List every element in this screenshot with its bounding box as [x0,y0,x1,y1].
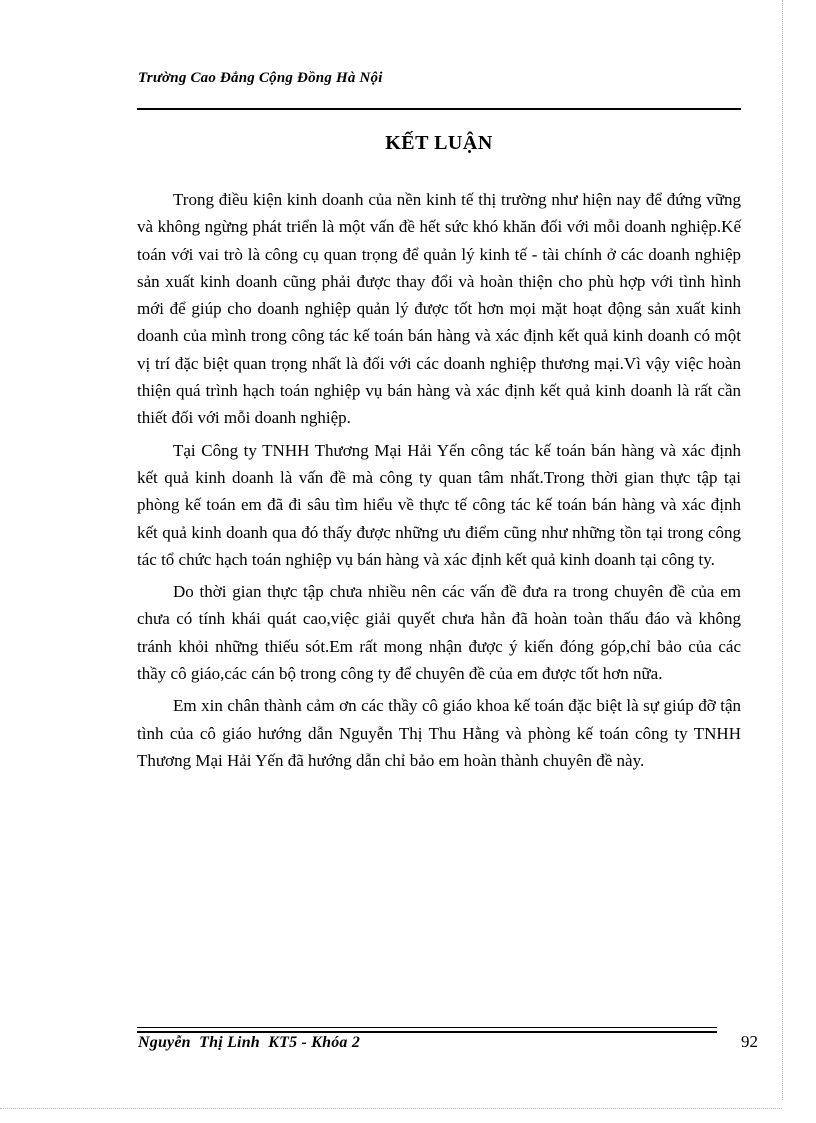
page-number: 92 [741,1032,758,1051]
page-border-bottom [0,1108,782,1109]
footer-rule-thin [137,1027,717,1028]
page-border-right [782,0,783,1100]
paragraph-4: Em xin chân thành cảm ơn các thầy cô giáo khoa kế toán đặc biệt là sự giúp đỡ tận tình của cô giáo hướng dẫn Nguyễn Thị Thu Hằng và phòng kế toán công ty TNHH Thương Mại Hải Yến đã hướng dẫn chỉ bảo em hoàn thành chuyên đề này. [137,696,741,770]
footer-rule-thick [137,1031,717,1033]
page-title: KẾT LUẬN [385,132,493,154]
paragraph-3: Do thời gian thực tập chưa nhiều nên các vấn đề đưa ra trong chuyên đề của em chưa có tính khái quát cao,việc giải quyết chưa hẳn đã hoàn toàn thấu đáo và không tránh khỏi những thiếu sót.Em rất mong nhận được ý kiến đóng góp,chỉ bảo của các thầy cô giáo,các cán bộ trong công ty để chuyên đề của em được tốt hơn nữa. [137,582,741,684]
footer-author: Nguyễn Thị Linh KT5 - Khóa 2 [138,1034,361,1051]
header-title: Trường Cao Đẳng Cộng Đồng Hà Nội [138,70,383,86]
body-text [137,186,741,779]
header-rule [137,108,741,110]
paragraph-1: Trong điều kiện kinh doanh của nền kinh tế thị trường như hiện nay để đứng vững và không ngừng phát triển là một vấn đề hết sức khó khăn đối với mỗi doanh nghiệp.Kế toán với vai trò là công cụ quan trọng để quản lý kinh tế - tài chính ở các doanh nghiệp sản xuất kinh doanh cũng phải được thay đổi và hoàn thiện cho phù hợp với tình hình mới để giúp cho doanh nghiệp quản lý được tốt hơn mọi mặt hoạt động sản xuất kinh doanh của mình trong công tác kế toán bán hàng và xác định kết quả kinh doanh có một vị trí đặc biệt quan trọng nhất là đối với các doanh nghiệp thương mại.Vì vậy việc hoàn thiện quá trình hạch toán nghiệp vụ bán hàng và xác định kết quả kinh doanh là rất cần thiết đối với mỗi doanh nghiệp. [137,190,741,428]
paragraph-2: Tại Công ty TNHH Thương Mại Hải Yến công tác kế toán bán hàng và xác định kết quả kinh doanh là vấn đề mà công ty quan tâm nhất.Trong thời gian thực tập tại phòng kế toán em đã đi sâu tìm hiểu về thực tế công tác kế toán bán hàng và xác định kết quả kinh doanh qua đó thấy được những ưu điểm cũng như những tồn tại trong công tác tổ chức hạch toán nghiệp vụ bán hàng và xác định kết quả kinh doanh tại công ty. [137,440,741,569]
